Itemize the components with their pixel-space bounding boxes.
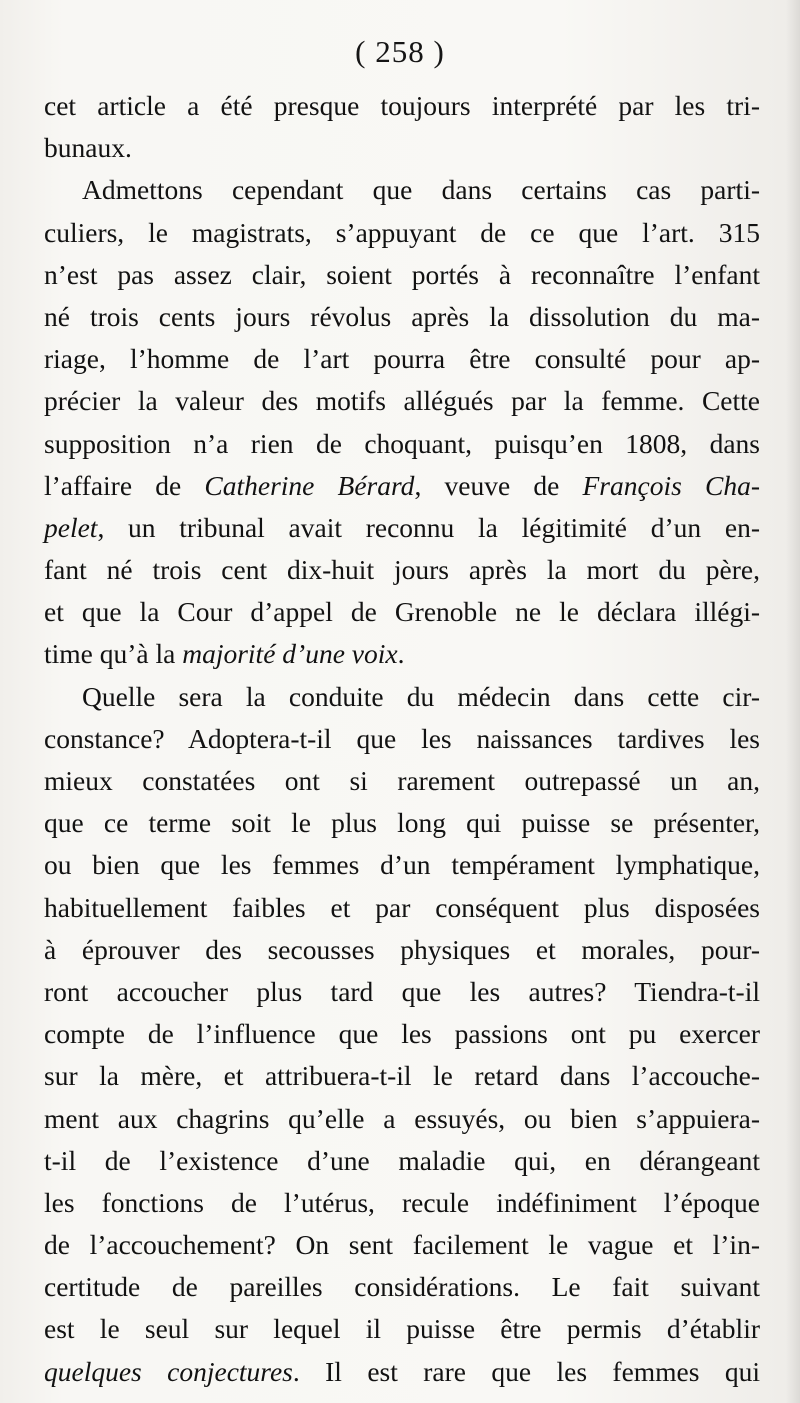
- text-segment: certitude de pareilles considérations. Le fait suivant: [44, 1271, 760, 1303]
- text-line: [44, 507, 760, 549]
- text-line: [44, 929, 760, 971]
- text-line: [44, 1013, 760, 1055]
- text-segment: supposition n’a rien de choquant, puisqu’en 1808, dans: [44, 427, 760, 459]
- text-line: [44, 212, 760, 254]
- text-line: [44, 1224, 760, 1266]
- text-line: [44, 718, 760, 760]
- text-segment: à éprouver des secousses physiques et morales, pour-: [44, 933, 760, 965]
- text-line: [44, 85, 760, 127]
- text-line: [44, 1055, 760, 1097]
- text-segment: habituellement faibles et par conséquent plus disposées: [44, 891, 760, 923]
- text-line: [44, 633, 760, 675]
- text-segment: t-il de l’existence d’une maladie qui, en dérangeant: [44, 1144, 760, 1176]
- text-segment: mieux constatées ont si rarement outrepassé un an,: [44, 765, 760, 796]
- text-line: [44, 338, 760, 380]
- text-segment: Admettons cependant que dans certains cas parti-: [82, 174, 760, 206]
- text-segment: ou bien que les femmes d’un tempérament lymphatique,: [44, 849, 760, 881]
- italic-text-segment: pelet: [44, 511, 98, 543]
- body-text: [44, 85, 760, 1393]
- italic-text-segment: François Cha-: [582, 469, 760, 501]
- text-line: [44, 380, 760, 422]
- text-segment: . Il est rare que les femmes qui: [292, 1355, 760, 1387]
- text-segment: time qu’à la: [44, 638, 183, 670]
- text-segment: n’est pas assez clair, soient portés à reconnaître l’enfant: [44, 258, 760, 290]
- text-segment: Quelle sera la conduite du médecin dans cette cir-: [82, 680, 760, 712]
- text-line: [44, 1308, 760, 1350]
- text-segment: constance? Adoptera-t-il que les naissances tardives les: [44, 722, 760, 754]
- text-segment: fant né trois cent dix-huit jours après la mort du père,: [44, 554, 760, 586]
- text-line: [44, 1140, 760, 1182]
- page-number: ( 258 ): [355, 34, 445, 69]
- text-segment: riage, l’homme de l’art pourra être consulté pour ap-: [44, 343, 760, 375]
- text-line: [44, 1351, 760, 1393]
- text-line: [44, 127, 760, 169]
- text-segment: les fonctions de l’utérus, recule indéfiniment l’époque: [44, 1186, 760, 1218]
- text-line: [44, 676, 760, 718]
- text-segment: et que la Cour d’appel de Grenoble ne le déclara illégi-: [44, 596, 760, 628]
- text-segment: bunaux.: [44, 132, 132, 164]
- text-line: [44, 802, 760, 844]
- text-line: [44, 423, 760, 465]
- text-segment: sur la mère, et attribuera-t-il le retard dans l’accouche-: [44, 1060, 760, 1092]
- text-line: [44, 1098, 760, 1140]
- text-segment: compte de l’influence que les passions ont pu exercer: [44, 1018, 760, 1050]
- text-segment: ront accoucher plus tard que les autres? Tiendra-t-il: [44, 975, 760, 1007]
- text-line: [44, 844, 760, 886]
- italic-text-segment: majorité d’une voix: [182, 638, 398, 670]
- text-line: [44, 887, 760, 929]
- text-segment: culiers, le magistrats, s’appuyant de ce que l’art. 315: [44, 216, 760, 248]
- text-line: [44, 169, 760, 211]
- text-segment: , veuve de: [414, 469, 583, 501]
- text-segment: précier la valeur des motifs allégués par la femme. Cette: [44, 385, 760, 417]
- text-line: [44, 591, 760, 633]
- text-line: [44, 1266, 760, 1308]
- text-segment: , un tribunal avait reconnu la légitimité d’un en-: [97, 511, 760, 543]
- text-segment: l’affaire de: [44, 469, 205, 501]
- text-line: [44, 254, 760, 296]
- text-segment: que ce terme soit le plus long qui puisse se présenter,: [44, 807, 760, 839]
- text-line: [44, 465, 760, 507]
- italic-text-segment: quelques conjectures: [44, 1355, 293, 1387]
- text-segment: né trois cents jours révolus après la dissolution du ma-: [44, 300, 760, 332]
- page-edge-shadow: [786, 0, 800, 1403]
- text-segment: est le seul sur lequel il puisse être permis d’établir: [44, 1313, 760, 1345]
- text-line: [44, 296, 760, 338]
- text-segment: cet article a été presque toujours interprété par les tri-: [44, 90, 760, 121]
- text-line: [44, 1182, 760, 1224]
- italic-text-segment: Catherine Bérard: [204, 469, 415, 501]
- text-segment: de l’accouchement? On sent facilement le vague et l’in-: [44, 1229, 760, 1261]
- text-segment: ment aux chagrins qu’elle a essuyés, ou bien s’appuiera-: [44, 1102, 760, 1134]
- text-segment: .: [397, 638, 405, 670]
- text-line: [44, 971, 760, 1013]
- text-line: [44, 549, 760, 591]
- text-line: [44, 760, 760, 802]
